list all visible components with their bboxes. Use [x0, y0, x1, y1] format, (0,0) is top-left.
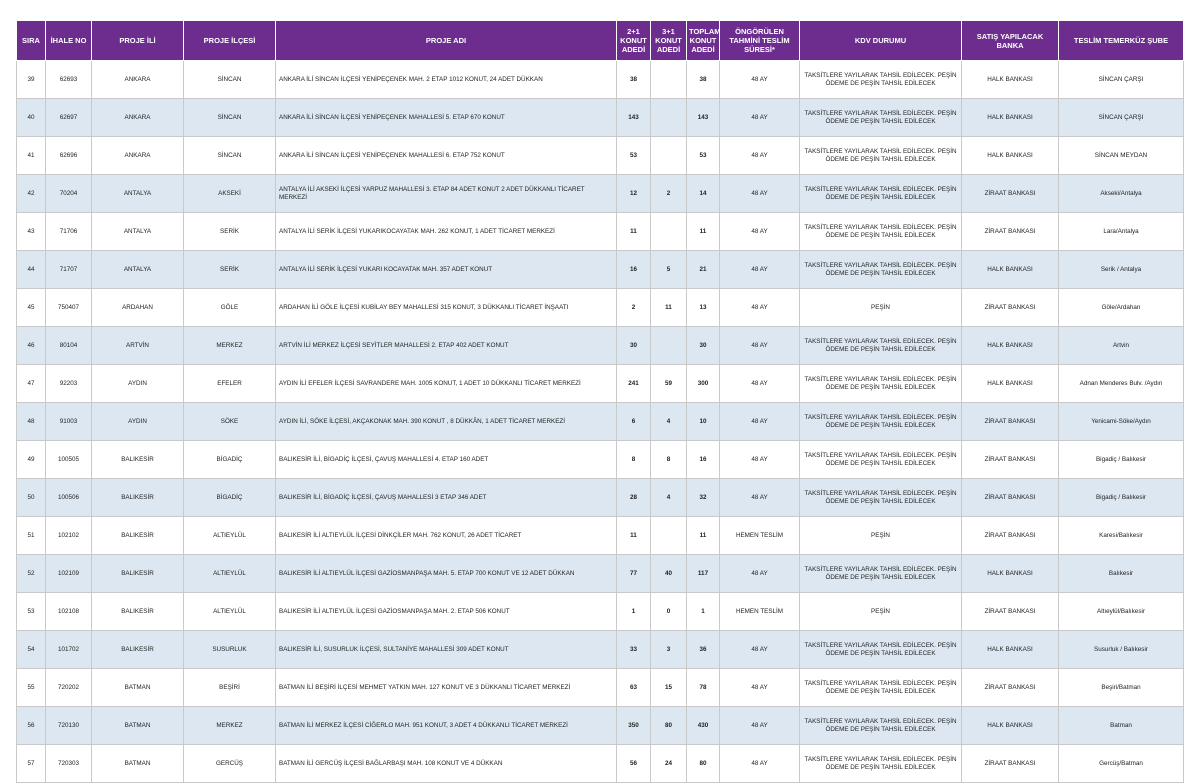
header-proje-adi: PROJE ADI — [276, 21, 617, 61]
cell-satis-bankasi: HALK BANKASI — [962, 137, 1059, 175]
cell-proje-adi: BATMAN İLİ MERKEZ İLÇESİ CİĞERLO MAH. 951 KONUT, 3 ADET 4 DÜKKANLI TİCARET MERKEZİ — [276, 707, 617, 745]
cell-sira: 57 — [17, 745, 46, 783]
cell-konut-3-1: 59 — [651, 365, 687, 403]
cell-teslim-suresi: 48 AY — [720, 555, 800, 593]
cell-konut-2-1: 11 — [617, 517, 651, 555]
cell-konut-2-1: 350 — [617, 707, 651, 745]
cell-teslim-sube: Yenicami-Söke/Aydın — [1059, 403, 1184, 441]
cell-toplam-konut: 11 — [687, 213, 720, 251]
cell-toplam-konut: 11 — [687, 517, 720, 555]
cell-konut-2-1: 2 — [617, 289, 651, 327]
cell-toplam-konut: 80 — [687, 745, 720, 783]
cell-satis-bankasi: ZİRAAT BANKASI — [962, 213, 1059, 251]
cell-proje-adi: ANKARA İLİ SİNCAN İLÇESİ YENİPEÇENEK MAH. 2 ETAP 1012 KONUT, 24 ADET DÜKKAN — [276, 61, 617, 99]
cell-teslim-suresi: 48 AY — [720, 99, 800, 137]
cell-satis-bankasi: HALK BANKASI — [962, 631, 1059, 669]
table-row — [17, 517, 1184, 555]
cell-proje-ili: BALIKESİR — [92, 593, 184, 631]
table-row — [17, 137, 1184, 175]
header-2-1-konut-adedi: 2+1 KONUT ADEDİ — [617, 21, 651, 61]
cell-proje-ili: ANTALYA — [92, 213, 184, 251]
cell-kdv-durumu: PEŞİN — [800, 517, 962, 555]
table-row — [17, 669, 1184, 707]
cell-proje-adi: AYDIN İLİ EFELER İLÇESİ SAVRANDERE MAH. 1005 KONUT, 1 ADET 10 DÜKKANLI TİCARET MERKEZİ — [276, 365, 617, 403]
cell-ihale-no: 71707 — [46, 251, 92, 289]
cell-ihale-no: 102102 — [46, 517, 92, 555]
cell-kdv-durumu: TAKSİTLERE YAYILARAK TAHSİL EDİLECEK. PEŞİN ÖDEME DE PEŞİN TAHSİL EDİLECEK — [800, 175, 962, 213]
cell-proje-ilcesi: SERİK — [184, 213, 276, 251]
cell-proje-adi: ARTVİN İLİ MERKEZ İLÇESİ SEYİTLER MAHALLESİ 2. ETAP 402 ADET KONUT — [276, 327, 617, 365]
cell-proje-ili: ARDAHAN — [92, 289, 184, 327]
cell-toplam-konut: 14 — [687, 175, 720, 213]
cell-toplam-konut: 16 — [687, 441, 720, 479]
header-ihale-no: İHALE NO — [46, 21, 92, 61]
cell-toplam-konut: 1 — [687, 593, 720, 631]
cell-sira: 42 — [17, 175, 46, 213]
cell-kdv-durumu: TAKSİTLERE YAYILARAK TAHSİL EDİLECEK. PEŞİN ÖDEME DE PEŞİN TAHSİL EDİLECEK — [800, 555, 962, 593]
cell-proje-ili: AYDIN — [92, 365, 184, 403]
cell-sira: 43 — [17, 213, 46, 251]
cell-sira: 52 — [17, 555, 46, 593]
cell-teslim-suresi: 48 AY — [720, 175, 800, 213]
cell-proje-ili: BALIKESİR — [92, 631, 184, 669]
cell-toplam-konut: 53 — [687, 137, 720, 175]
table-body — [17, 61, 1184, 783]
cell-kdv-durumu: TAKSİTLERE YAYILARAK TAHSİL EDİLECEK. PEŞİN ÖDEME DE PEŞİN TAHSİL EDİLECEK — [800, 403, 962, 441]
cell-kdv-durumu: TAKSİTLERE YAYILARAK TAHSİL EDİLECEK. PEŞİN ÖDEME DE PEŞİN TAHSİL EDİLECEK — [800, 479, 962, 517]
table-row — [17, 441, 1184, 479]
cell-teslim-sube: SİNCAN ÇARŞI — [1059, 61, 1184, 99]
cell-proje-adi: ANTALYA İLİ SERİK İLÇESİ YUKARI KOCAYATAK MAH. 357 ADET KONUT — [276, 251, 617, 289]
cell-proje-ili: ANTALYA — [92, 251, 184, 289]
cell-proje-adi: BATMAN İLİ BEŞİRİ İLÇESİ MEHMET YATKIN MAH. 127 KONUT VE 3 DÜKKANLI TİCARET MERKEZİ — [276, 669, 617, 707]
cell-sira: 46 — [17, 327, 46, 365]
cell-teslim-sube: Gercüş/Batman — [1059, 745, 1184, 783]
cell-teslim-suresi: 48 AY — [720, 403, 800, 441]
header-kdv-durumu: KDV DURUMU — [800, 21, 962, 61]
cell-kdv-durumu: TAKSİTLERE YAYILARAK TAHSİL EDİLECEK. PEŞİN ÖDEME DE PEŞİN TAHSİL EDİLECEK — [800, 441, 962, 479]
cell-proje-ilcesi: EFELER — [184, 365, 276, 403]
cell-satis-bankasi: ZİRAAT BANKASI — [962, 175, 1059, 213]
table-row — [17, 631, 1184, 669]
cell-toplam-konut: 78 — [687, 669, 720, 707]
cell-proje-ilcesi: MERKEZ — [184, 327, 276, 365]
cell-konut-2-1: 53 — [617, 137, 651, 175]
cell-teslim-sube: Altıeylül/Balıkesir — [1059, 593, 1184, 631]
table-row — [17, 251, 1184, 289]
cell-proje-adi: ANTALYA İLİ AKSEKİ İLÇESİ YARPUZ MAHALLESİ 3. ETAP 84 ADET KONUT 2 ADET DÜKKANLI TİCARET MERKEZİ — [276, 175, 617, 213]
cell-proje-ili: BALIKESİR — [92, 441, 184, 479]
cell-proje-adi: BALIKESİR İLİ ALTIEYLÜL İLÇESİ DİNKÇİLER MAH. 762 KONUT, 26 ADET TİCARET — [276, 517, 617, 555]
cell-proje-ilcesi: MERKEZ — [184, 707, 276, 745]
cell-teslim-sube: Bigadiç / Balıkesir — [1059, 441, 1184, 479]
cell-kdv-durumu: PEŞİN — [800, 289, 962, 327]
cell-kdv-durumu: TAKSİTLERE YAYILARAK TAHSİL EDİLECEK. PEŞİN ÖDEME DE PEŞİN TAHSİL EDİLECEK — [800, 707, 962, 745]
cell-konut-2-1: 16 — [617, 251, 651, 289]
cell-konut-2-1: 33 — [617, 631, 651, 669]
cell-proje-ili: BATMAN — [92, 745, 184, 783]
cell-kdv-durumu: TAKSİTLERE YAYILARAK TAHSİL EDİLECEK. PEŞİN ÖDEME DE PEŞİN TAHSİL EDİLECEK — [800, 327, 962, 365]
cell-proje-ilcesi: ALTIEYLÜL — [184, 517, 276, 555]
cell-konut-2-1: 6 — [617, 403, 651, 441]
cell-teslim-sube: Akseki/Antalya — [1059, 175, 1184, 213]
table-row — [17, 593, 1184, 631]
table-row — [17, 365, 1184, 403]
cell-konut-3-1: 4 — [651, 479, 687, 517]
header-sira: SIRA — [17, 21, 46, 61]
cell-satis-bankasi: ZİRAAT BANKASI — [962, 517, 1059, 555]
cell-konut-2-1: 1 — [617, 593, 651, 631]
cell-proje-adi: BALIKESİR İLİ ALTIEYLÜL İLÇESİ GAZİOSMANPAŞA MAH. 2. ETAP 506 KONUT — [276, 593, 617, 631]
cell-toplam-konut: 13 — [687, 289, 720, 327]
cell-konut-2-1: 38 — [617, 61, 651, 99]
cell-sira: 45 — [17, 289, 46, 327]
cell-kdv-durumu: TAKSİTLERE YAYILARAK TAHSİL EDİLECEK. PEŞİN ÖDEME DE PEŞİN TAHSİL EDİLECEK — [800, 669, 962, 707]
table-header-row — [17, 21, 1184, 61]
cell-teslim-suresi: 48 AY — [720, 745, 800, 783]
cell-proje-ilcesi: BİGADİÇ — [184, 441, 276, 479]
cell-proje-adi: AYDIN İLİ, SÖKE İLÇESİ, AKÇAKONAK MAH. 390 KONUT , 8 DÜKKÂN, 1 ADET TİCARET MERKEZİ — [276, 403, 617, 441]
cell-kdv-durumu: TAKSİTLERE YAYILARAK TAHSİL EDİLECEK. PEŞİN ÖDEME DE PEŞİN TAHSİL EDİLECEK — [800, 631, 962, 669]
cell-kdv-durumu: TAKSİTLERE YAYILARAK TAHSİL EDİLECEK. PEŞİN ÖDEME DE PEŞİN TAHSİL EDİLECEK — [800, 137, 962, 175]
cell-toplam-konut: 21 — [687, 251, 720, 289]
cell-proje-ili: ANKARA — [92, 61, 184, 99]
table-row — [17, 99, 1184, 137]
cell-proje-ilcesi: ALTIEYLÜL — [184, 593, 276, 631]
cell-ihale-no: 101702 — [46, 631, 92, 669]
table-row — [17, 403, 1184, 441]
table-row — [17, 327, 1184, 365]
cell-ihale-no: 102109 — [46, 555, 92, 593]
cell-teslim-sube: Balıkesir — [1059, 555, 1184, 593]
cell-proje-adi: BALIKESİR İLİ, BİGADİÇ İLÇESİ, ÇAVUŞ MAHALLESİ 3 ETAP 346 ADET — [276, 479, 617, 517]
cell-teslim-sube: Susurluk / Balıkesir — [1059, 631, 1184, 669]
cell-ihale-no: 100505 — [46, 441, 92, 479]
cell-satis-bankasi: HALK BANKASI — [962, 707, 1059, 745]
cell-ihale-no: 720303 — [46, 745, 92, 783]
cell-sira: 53 — [17, 593, 46, 631]
cell-sira: 44 — [17, 251, 46, 289]
cell-proje-ilcesi: BİGADİÇ — [184, 479, 276, 517]
cell-kdv-durumu: TAKSİTLERE YAYILARAK TAHSİL EDİLECEK. PEŞİN ÖDEME DE PEŞİN TAHSİL EDİLECEK — [800, 251, 962, 289]
table-row — [17, 175, 1184, 213]
cell-satis-bankasi: HALK BANKASI — [962, 365, 1059, 403]
cell-sira: 41 — [17, 137, 46, 175]
cell-proje-adi: BALIKESİR İLİ, BİGADİÇ İLÇESİ, ÇAVUŞ MAHALLESİ 4. ETAP 160 ADET — [276, 441, 617, 479]
cell-ihale-no: 750407 — [46, 289, 92, 327]
cell-kdv-durumu: TAKSİTLERE YAYILARAK TAHSİL EDİLECEK. PEŞİN ÖDEME DE PEŞİN TAHSİL EDİLECEK — [800, 99, 962, 137]
table-row — [17, 61, 1184, 99]
cell-konut-3-1 — [651, 213, 687, 251]
cell-kdv-durumu: TAKSİTLERE YAYILARAK TAHSİL EDİLECEK. PEŞİN ÖDEME DE PEŞİN TAHSİL EDİLECEK — [800, 745, 962, 783]
cell-konut-3-1 — [651, 137, 687, 175]
cell-konut-3-1 — [651, 327, 687, 365]
cell-sira: 49 — [17, 441, 46, 479]
cell-proje-ilcesi: BEŞİRİ — [184, 669, 276, 707]
header-proje-ili: PROJE İLİ — [92, 21, 184, 61]
cell-konut-3-1: 0 — [651, 593, 687, 631]
cell-teslim-sube: Bigadiç / Balıkesir — [1059, 479, 1184, 517]
cell-sira: 47 — [17, 365, 46, 403]
table-row — [17, 479, 1184, 517]
cell-konut-2-1: 241 — [617, 365, 651, 403]
table-row — [17, 289, 1184, 327]
cell-teslim-suresi: 48 AY — [720, 213, 800, 251]
header-proje-ilcesi: PROJE İLÇESİ — [184, 21, 276, 61]
cell-teslim-sube: Adnan Menderes Bulv. /Aydın — [1059, 365, 1184, 403]
cell-proje-adi: ARDAHAN İLİ GÖLE İLÇESİ KUBİLAY BEY MAHALLESİ 315 KONUT, 3 DÜKKANLI TİCARET İNŞAATI — [276, 289, 617, 327]
cell-proje-ili: BALIKESİR — [92, 479, 184, 517]
cell-teslim-sube: SİNCAN MEYDAN — [1059, 137, 1184, 175]
cell-teslim-suresi: 48 AY — [720, 61, 800, 99]
cell-proje-ilcesi: SİNCAN — [184, 137, 276, 175]
header-3-1-konut-adedi: 3+1 KONUT ADEDİ — [651, 21, 687, 61]
cell-sira: 39 — [17, 61, 46, 99]
cell-ihale-no: 720130 — [46, 707, 92, 745]
cell-konut-3-1 — [651, 517, 687, 555]
cell-ihale-no: 62696 — [46, 137, 92, 175]
housing-projects-table — [16, 20, 1184, 783]
table-row — [17, 555, 1184, 593]
cell-ihale-no: 100506 — [46, 479, 92, 517]
cell-proje-ilcesi: GERCÜŞ — [184, 745, 276, 783]
cell-ihale-no: 62693 — [46, 61, 92, 99]
cell-proje-adi: ANTALYA İLİ SERİK İLÇESİ YUKARIKOCAYATAK MAH. 262 KONUT, 1 ADET TİCARET MERKEZİ — [276, 213, 617, 251]
cell-proje-ili: ARTVİN — [92, 327, 184, 365]
cell-konut-2-1: 143 — [617, 99, 651, 137]
cell-konut-3-1: 5 — [651, 251, 687, 289]
cell-satis-bankasi: ZİRAAT BANKASI — [962, 403, 1059, 441]
cell-konut-3-1: 2 — [651, 175, 687, 213]
cell-proje-ili: ANKARA — [92, 137, 184, 175]
cell-sira: 48 — [17, 403, 46, 441]
cell-teslim-sube: Batman — [1059, 707, 1184, 745]
cell-teslim-sube: Karesi/Balıkesir — [1059, 517, 1184, 555]
cell-sira: 51 — [17, 517, 46, 555]
cell-sira: 56 — [17, 707, 46, 745]
cell-konut-3-1: 4 — [651, 403, 687, 441]
header-toplam-konut-adedi: TOPLAM KONUT ADEDİ — [687, 21, 720, 61]
cell-proje-adi: BATMAN İLİ GERCÜŞ İLÇESİ BAĞLARBAŞI MAH. 108 KONUT VE 4 DÜKKAN — [276, 745, 617, 783]
cell-kdv-durumu: TAKSİTLERE YAYILARAK TAHSİL EDİLECEK. PEŞİN ÖDEME DE PEŞİN TAHSİL EDİLECEK — [800, 61, 962, 99]
cell-konut-2-1: 56 — [617, 745, 651, 783]
cell-proje-adi: BALIKESİR İLİ ALTIEYLÜL İLÇESİ GAZİOSMANPAŞA MAH. 5. ETAP 700 KONUT VE 12 ADET DÜKKAN — [276, 555, 617, 593]
cell-satis-bankasi: ZİRAAT BANKASI — [962, 289, 1059, 327]
cell-toplam-konut: 30 — [687, 327, 720, 365]
cell-konut-2-1: 8 — [617, 441, 651, 479]
cell-teslim-sube: Lara/Antalya — [1059, 213, 1184, 251]
cell-konut-2-1: 77 — [617, 555, 651, 593]
cell-toplam-konut: 430 — [687, 707, 720, 745]
cell-konut-3-1 — [651, 99, 687, 137]
cell-teslim-suresi: 48 AY — [720, 631, 800, 669]
cell-proje-ilcesi: SERİK — [184, 251, 276, 289]
cell-ihale-no: 91003 — [46, 403, 92, 441]
cell-proje-ilcesi: SÖKE — [184, 403, 276, 441]
cell-proje-ilcesi: GÖLE — [184, 289, 276, 327]
cell-toplam-konut: 10 — [687, 403, 720, 441]
cell-konut-3-1: 3 — [651, 631, 687, 669]
cell-ihale-no: 70204 — [46, 175, 92, 213]
cell-teslim-suresi: 48 AY — [720, 479, 800, 517]
cell-sira: 40 — [17, 99, 46, 137]
cell-teslim-suresi: 48 AY — [720, 441, 800, 479]
cell-sira: 50 — [17, 479, 46, 517]
cell-satis-bankasi: ZİRAAT BANKASI — [962, 669, 1059, 707]
cell-ihale-no: 92203 — [46, 365, 92, 403]
cell-konut-2-1: 12 — [617, 175, 651, 213]
cell-teslim-suresi: HEMEN TESLİM — [720, 517, 800, 555]
cell-proje-ili: ANTALYA — [92, 175, 184, 213]
cell-konut-3-1: 40 — [651, 555, 687, 593]
cell-satis-bankasi: ZİRAAT BANKASI — [962, 441, 1059, 479]
cell-ihale-no: 71706 — [46, 213, 92, 251]
cell-proje-ili: BALIKESİR — [92, 517, 184, 555]
cell-konut-3-1 — [651, 61, 687, 99]
cell-proje-ilcesi: AKSEKİ — [184, 175, 276, 213]
cell-konut-3-1: 15 — [651, 669, 687, 707]
cell-satis-bankasi: HALK BANKASI — [962, 61, 1059, 99]
cell-proje-adi: ANKARA İLİ SİNCAN İLÇESİ YENİPEÇENEK MAHALLESİ 5. ETAP 670 KONUT — [276, 99, 617, 137]
cell-ihale-no: 720202 — [46, 669, 92, 707]
cell-teslim-suresi: 48 AY — [720, 251, 800, 289]
cell-konut-2-1: 63 — [617, 669, 651, 707]
cell-toplam-konut: 143 — [687, 99, 720, 137]
cell-teslim-sube: SİNCAN ÇARŞI — [1059, 99, 1184, 137]
cell-konut-3-1: 24 — [651, 745, 687, 783]
cell-proje-ili: AYDIN — [92, 403, 184, 441]
cell-konut-2-1: 11 — [617, 213, 651, 251]
cell-proje-ilcesi: SUSURLUK — [184, 631, 276, 669]
cell-teslim-suresi: 48 AY — [720, 327, 800, 365]
cell-konut-2-1: 28 — [617, 479, 651, 517]
cell-teslim-suresi: HEMEN TESLİM — [720, 593, 800, 631]
cell-toplam-konut: 117 — [687, 555, 720, 593]
cell-satis-bankasi: ZİRAAT BANKASI — [962, 479, 1059, 517]
cell-kdv-durumu: TAKSİTLERE YAYILARAK TAHSİL EDİLECEK. PEŞİN ÖDEME DE PEŞİN TAHSİL EDİLECEK — [800, 365, 962, 403]
cell-teslim-suresi: 48 AY — [720, 289, 800, 327]
cell-satis-bankasi: ZİRAAT BANKASI — [962, 745, 1059, 783]
cell-satis-bankasi: ZİRAAT BANKASI — [962, 593, 1059, 631]
cell-toplam-konut: 300 — [687, 365, 720, 403]
cell-ihale-no: 62697 — [46, 99, 92, 137]
cell-toplam-konut: 32 — [687, 479, 720, 517]
cell-satis-bankasi: HALK BANKASI — [962, 555, 1059, 593]
cell-ihale-no: 80104 — [46, 327, 92, 365]
table-row — [17, 707, 1184, 745]
cell-proje-ili: BATMAN — [92, 669, 184, 707]
cell-teslim-sube: Artvin — [1059, 327, 1184, 365]
table-row — [17, 745, 1184, 783]
cell-ihale-no: 102108 — [46, 593, 92, 631]
cell-proje-ili: BALIKESİR — [92, 555, 184, 593]
cell-proje-adi: ANKARA İLİ SİNCAN İLÇESİ YENİPEÇENEK MAHALLESİ 6. ETAP 752 KONUT — [276, 137, 617, 175]
cell-kdv-durumu: TAKSİTLERE YAYILARAK TAHSİL EDİLECEK. PEŞİN ÖDEME DE PEŞİN TAHSİL EDİLECEK — [800, 213, 962, 251]
cell-teslim-sube: Göle/Ardahan — [1059, 289, 1184, 327]
cell-proje-ilcesi: ALTIEYLÜL — [184, 555, 276, 593]
cell-proje-ili: BATMAN — [92, 707, 184, 745]
cell-teslim-sube: Beşiri/Batman — [1059, 669, 1184, 707]
cell-sira: 54 — [17, 631, 46, 669]
cell-toplam-konut: 36 — [687, 631, 720, 669]
header-teslim-sube: TESLİM TEMERKÜZ ŞUBE — [1059, 21, 1184, 61]
cell-teslim-sube: Serik / Antalya — [1059, 251, 1184, 289]
cell-toplam-konut: 38 — [687, 61, 720, 99]
cell-satis-bankasi: HALK BANKASI — [962, 327, 1059, 365]
cell-teslim-suresi: 48 AY — [720, 365, 800, 403]
cell-kdv-durumu: PEŞİN — [800, 593, 962, 631]
cell-konut-2-1: 30 — [617, 327, 651, 365]
header-teslim-suresi: ÖNGÖRÜLEN TAHMİNİ TESLİM SÜRESİ* — [720, 21, 800, 61]
cell-satis-bankasi: HALK BANKASI — [962, 99, 1059, 137]
cell-proje-ili: ANKARA — [92, 99, 184, 137]
cell-konut-3-1: 8 — [651, 441, 687, 479]
cell-konut-3-1: 11 — [651, 289, 687, 327]
cell-proje-ilcesi: SİNCAN — [184, 61, 276, 99]
cell-proje-adi: BALIKESİR İLİ, SUSURLUK İLÇESİ, SULTANİYE MAHALLESİ 309 ADET KONUT — [276, 631, 617, 669]
table-row — [17, 213, 1184, 251]
cell-teslim-suresi: 48 AY — [720, 137, 800, 175]
cell-proje-ilcesi: SİNCAN — [184, 99, 276, 137]
header-satis-bankasi: SATIŞ YAPILACAK BANKA — [962, 21, 1059, 61]
cell-satis-bankasi: HALK BANKASI — [962, 251, 1059, 289]
cell-teslim-suresi: 48 AY — [720, 707, 800, 745]
housing-projects-table-container — [16, 20, 1183, 783]
cell-sira: 55 — [17, 669, 46, 707]
cell-konut-3-1: 80 — [651, 707, 687, 745]
cell-teslim-suresi: 48 AY — [720, 669, 800, 707]
